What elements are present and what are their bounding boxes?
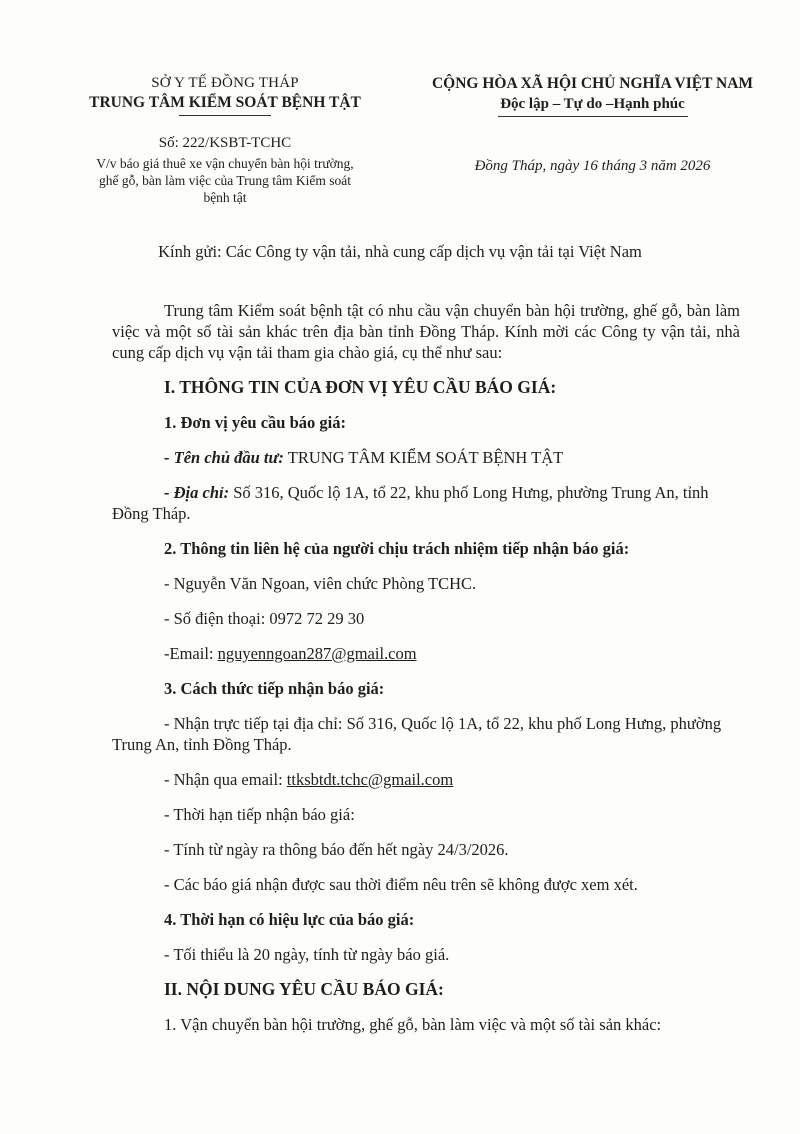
investor-line	[112, 447, 740, 468]
contact-email-link[interactable]: nguyenngoan287@gmail.com	[217, 644, 417, 663]
motto-underline	[498, 116, 688, 117]
issuer-block	[60, 74, 390, 206]
national-block	[405, 74, 780, 175]
late-note: - Các báo giá nhận được sau thời điểm nêu trên sẽ không được xem xét.	[164, 875, 638, 894]
subsection-4-title: 4. Thời hạn có hiệu lực của báo giá:	[164, 910, 415, 929]
receive-email-link[interactable]: ttksbtdt.tchc@gmail.com	[286, 770, 454, 789]
section-2-title: II. NỘI DUNG YÊU CẦU BÁO GIÁ:	[164, 979, 444, 999]
agency-name: SỞ Y TẾ ĐỒNG THÁP	[151, 75, 299, 91]
email-label: -Email:	[164, 644, 214, 663]
section-2-item-1: 1. Vận chuyển bàn hội trường, ghế gỗ, bàn làm việc và một số tài sản khác:	[164, 1015, 662, 1034]
subject-line: V/v báo giá thuê xe vận chuyển bàn hội trường,	[96, 156, 354, 171]
contact-name: - Nguyễn Văn Ngoan, viên chức Phòng TCHC.	[164, 574, 477, 593]
address-label: - Địa chỉ:	[164, 483, 230, 502]
receive-email-label: - Nhận qua email:	[164, 770, 283, 789]
place-date: Đồng Tháp, ngày 16 tháng 3 năm 2026	[474, 158, 711, 174]
intro-paragraph: Trung tâm Kiểm soát bệnh tật có nhu cầu vận chuyển bàn hội trường, ghế gỗ, bàn làm việc và một số tài sản khác trên địa bàn tỉnh Đồng Tháp. Kính mời các Công ty vận tải, nhà cung cấp dịch vụ vận tải tham gia chào giá, cụ thể như sau:	[112, 301, 740, 362]
deadline-value: - Tính từ ngày ra thông báo đến hết ngày 24/3/2026.	[164, 840, 509, 859]
subject-line: bệnh tật	[203, 190, 247, 205]
address-line	[112, 482, 740, 524]
issuer-underline	[179, 115, 271, 116]
document-subject	[60, 155, 390, 206]
contact-phone: - Số điện thoại: 0972 72 29 30	[164, 609, 365, 628]
subsection-3-title: 3. Cách thức tiếp nhận báo giá:	[164, 679, 385, 698]
subsection-2-title: 2. Thông tin liên hệ của người chịu trách nhiệm tiếp nhận báo giá:	[164, 539, 630, 558]
subject-line: ghế gỗ, bàn làm việc của Trung tâm Kiểm soát	[99, 173, 351, 188]
contact-email-line	[112, 643, 740, 664]
subsection-1-title: 1. Đơn vị yêu cầu báo giá:	[164, 413, 346, 432]
nation-name: CỘNG HÒA XÃ HỘI CHỦ NGHĨA VIỆT NAM	[431, 75, 754, 92]
national-motto: Độc lập – Tự do –Hạnh phúc	[500, 96, 685, 112]
deadline-label: - Thời hạn tiếp nhận báo giá:	[164, 805, 355, 824]
address-value: Số 316, Quốc lộ 1A, tổ 22, khu phố Long Hưng, phường Trung An, tỉnh Đồng Tháp.	[112, 483, 709, 523]
investor-label: - Tên chủ đầu tư:	[164, 448, 284, 467]
receive-direct: - Nhận trực tiếp tại địa chỉ: Số 316, Quốc lộ 1A, tổ 22, khu phố Long Hưng, phường Trung An, tỉnh Đồng Tháp.	[112, 714, 722, 754]
receive-email-line	[112, 769, 740, 790]
investor-value: TRUNG TÂM KIỂM SOÁT BỆNH TẬT	[287, 448, 564, 467]
validity-line: - Tối thiểu là 20 ngày, tính từ ngày báo giá.	[164, 945, 450, 964]
section-1-title: I. THÔNG TIN CỦA ĐƠN VỊ YÊU CẦU BÁO GIÁ:	[164, 377, 557, 397]
document-body	[112, 300, 740, 1035]
center-name: TRUNG TÂM KIỂM SOÁT BỆNH TẬT	[89, 94, 361, 111]
document-number: Số: 222/KSBT-TCHC	[158, 135, 292, 151]
recipient-line: Kính gửi: Các Công ty vận tải, nhà cung cấp dịch vụ vận tải tại Việt Nam	[158, 242, 642, 261]
